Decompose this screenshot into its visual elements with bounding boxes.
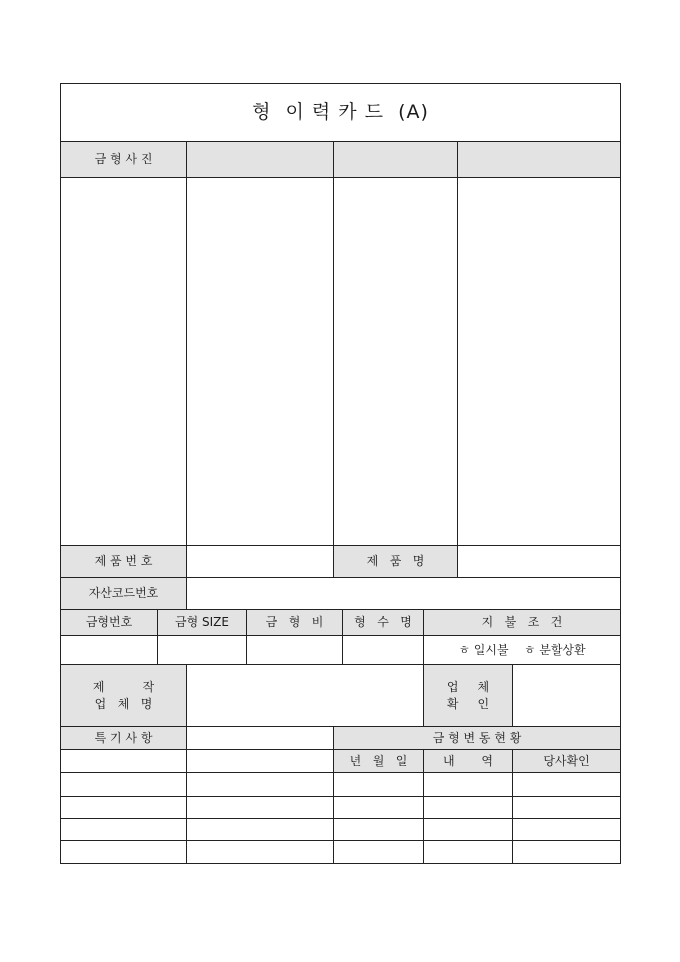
table-row-cell[interactable] bbox=[513, 841, 620, 863]
payment-options[interactable]: ㅎ 일시불 ㅎ 분할상환 bbox=[424, 636, 620, 665]
table-row-cell[interactable] bbox=[187, 819, 334, 841]
mold-size-field[interactable] bbox=[158, 636, 247, 665]
photo-slot-2[interactable] bbox=[187, 178, 334, 546]
table-row-cell[interactable] bbox=[187, 797, 334, 819]
table-row-cell[interactable] bbox=[61, 797, 187, 819]
asset-code-field[interactable] bbox=[187, 578, 620, 610]
history-date-header: 년 월 일 bbox=[334, 750, 424, 773]
table-row-cell[interactable] bbox=[513, 819, 620, 841]
product-number-field[interactable] bbox=[187, 546, 334, 578]
photo-slot-4[interactable] bbox=[458, 178, 620, 546]
table-row-cell[interactable] bbox=[424, 797, 513, 819]
history-confirm-header: 당사확인 bbox=[513, 750, 620, 773]
table-row-cell[interactable] bbox=[61, 819, 187, 841]
mold-change-history-label: 금 형 변 동 현 황 bbox=[334, 727, 620, 750]
table-row-cell[interactable] bbox=[61, 841, 187, 863]
cavity-name-field[interactable] bbox=[343, 636, 424, 665]
maker-confirm-label: 업 체 확 인 bbox=[424, 665, 513, 727]
table-row-cell[interactable] bbox=[61, 773, 187, 797]
table-row-cell[interactable] bbox=[187, 841, 334, 863]
remarks-label: 특 기 사 항 bbox=[61, 727, 187, 750]
product-name-field[interactable] bbox=[458, 546, 620, 578]
table-row-cell[interactable] bbox=[513, 773, 620, 797]
maker-label: 제 작 업 체 명 bbox=[61, 665, 187, 727]
table-row-cell[interactable] bbox=[334, 819, 424, 841]
card-title: 형 이 력 카 드 (A) bbox=[61, 84, 620, 142]
table-row-cell[interactable] bbox=[424, 773, 513, 797]
remarks-row-1-a[interactable] bbox=[61, 750, 187, 773]
product-name-label: 제 품 명 bbox=[334, 546, 458, 578]
cavity-name-label: 형 수 명 bbox=[343, 610, 424, 636]
maker-field[interactable] bbox=[187, 665, 424, 727]
table-row-cell[interactable] bbox=[187, 773, 334, 797]
photo-label: 금 형 사 진 bbox=[61, 142, 187, 178]
mold-cost-label: 금 형 비 bbox=[247, 610, 343, 636]
table-row-cell[interactable] bbox=[334, 797, 424, 819]
table-row-cell[interactable] bbox=[424, 841, 513, 863]
photo-header-2 bbox=[334, 142, 458, 178]
table-row-cell[interactable] bbox=[424, 819, 513, 841]
photo-header-3 bbox=[458, 142, 620, 178]
table-row-cell[interactable] bbox=[334, 841, 424, 863]
history-detail-header: 내 역 bbox=[424, 750, 513, 773]
photo-header-1 bbox=[187, 142, 334, 178]
remarks-field[interactable] bbox=[187, 727, 334, 750]
mold-history-card bbox=[60, 83, 621, 864]
table-row-cell[interactable] bbox=[513, 797, 620, 819]
product-number-label: 제 품 번 호 bbox=[61, 546, 187, 578]
asset-code-label: 자산코드번호 bbox=[61, 578, 187, 610]
remarks-row-1-b[interactable] bbox=[187, 750, 334, 773]
mold-no-field[interactable] bbox=[61, 636, 158, 665]
photo-slot-1[interactable] bbox=[61, 178, 187, 546]
photo-slot-3[interactable] bbox=[334, 178, 458, 546]
mold-cost-field[interactable] bbox=[247, 636, 343, 665]
mold-no-label: 금형번호 bbox=[61, 610, 158, 636]
table-row-cell[interactable] bbox=[334, 773, 424, 797]
payment-terms-label: 지 불 조 건 bbox=[424, 610, 620, 636]
mold-size-label: 금형 SIZE bbox=[158, 610, 247, 636]
maker-confirm-field[interactable] bbox=[513, 665, 620, 727]
